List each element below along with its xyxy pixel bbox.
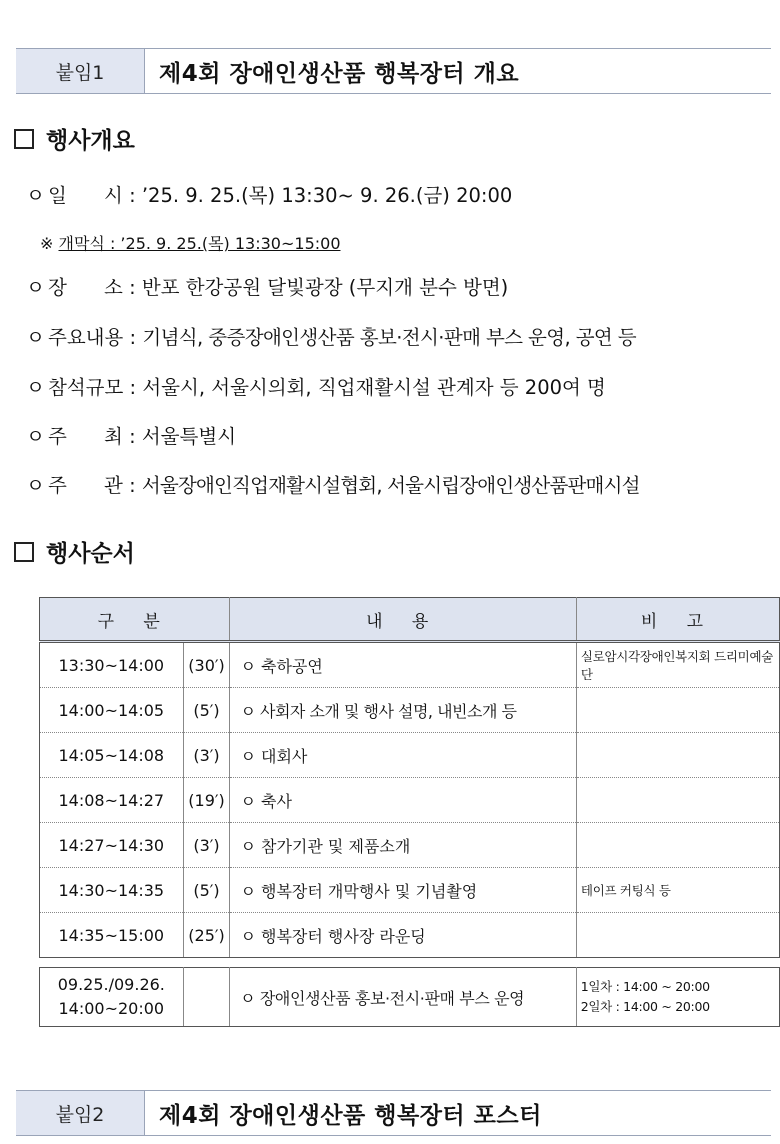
attachment2-title: 제4회 장애인생산품 행복장터 포스터 bbox=[159, 1102, 542, 1129]
booth-duration bbox=[183, 968, 230, 1027]
bullet-icon: ㅇ bbox=[26, 326, 45, 349]
booth-note-day2: 2일차 : 14:00 ~ 20:00 bbox=[580, 999, 710, 1014]
row-note: 실로암시각장애인복지회 드리미예술단 bbox=[576, 642, 779, 688]
attachment2-label: 붙임2 bbox=[16, 1091, 145, 1135]
table-row bbox=[40, 642, 780, 688]
overview-item-place bbox=[26, 272, 508, 300]
booth-date: 09.25./09.26. bbox=[57, 975, 165, 994]
row-note bbox=[576, 688, 779, 733]
row-content: ㅇ 참가기관 및 제품소개 bbox=[230, 823, 576, 868]
row-content: ㅇ 축하공연 bbox=[230, 642, 576, 688]
row-time: 14:08~14:27 bbox=[40, 778, 184, 823]
overview-value: 반포 한강공원 달빛광장 (무지개 분수 방면) bbox=[141, 276, 509, 299]
bullet-icon: ㅇ bbox=[26, 474, 45, 497]
attachment2-header bbox=[16, 1090, 771, 1136]
booth-time: 14:00~20:00 bbox=[58, 999, 165, 1018]
row-time: 14:27~14:30 bbox=[40, 823, 184, 868]
table-row bbox=[40, 913, 780, 958]
overview-value: 기념식, 중증장애인생산품 홍보·전시·판매 부스 운영, 공연 등 bbox=[142, 326, 637, 349]
section-order-title bbox=[14, 535, 135, 568]
booth-table bbox=[39, 967, 780, 1027]
overview-label: 주 관 : bbox=[48, 474, 142, 497]
section-order-text: 행사순서 bbox=[46, 541, 135, 567]
overview-item-organizer bbox=[26, 470, 640, 498]
overview-label: 참석규모 : bbox=[48, 376, 143, 399]
note-text: 개막식 : ’25. 9. 25.(목) 13:30~15:00 bbox=[58, 234, 341, 253]
overview-item-content bbox=[26, 322, 636, 350]
booth-content: ㅇ 장애인생산품 홍보·전시·판매 부스 운영 bbox=[230, 968, 577, 1027]
checkbox-icon bbox=[14, 129, 34, 149]
attachment1-label: 붙임1 bbox=[16, 49, 145, 93]
overview-value: 서울특별시 bbox=[141, 425, 237, 448]
schedule-table bbox=[39, 597, 780, 958]
row-note bbox=[576, 823, 779, 868]
booth-note bbox=[576, 968, 779, 1027]
row-note bbox=[576, 733, 779, 778]
attachment1-header bbox=[16, 48, 771, 94]
row-duration: (5′) bbox=[183, 688, 230, 733]
row-note: 테이프 커팅식 등 bbox=[576, 868, 779, 913]
overview-label: 주 최 : bbox=[48, 425, 142, 448]
checkbox-icon bbox=[14, 542, 34, 562]
row-content: ㅇ 대회사 bbox=[230, 733, 576, 778]
overview-item-attendance bbox=[26, 372, 606, 400]
table-row bbox=[40, 778, 780, 823]
row-content: ㅇ 사회자 소개 및 행사 설명, 내빈소개 등 bbox=[230, 688, 576, 733]
overview-item-host bbox=[26, 421, 236, 449]
table-row bbox=[40, 868, 780, 913]
table-row bbox=[40, 968, 780, 1027]
bullet-icon: ㅇ bbox=[26, 376, 45, 399]
row-duration: (25′) bbox=[183, 913, 230, 958]
row-duration: (19′) bbox=[183, 778, 230, 823]
overview-label: 일 시 : bbox=[48, 184, 142, 207]
row-duration: (5′) bbox=[183, 868, 230, 913]
row-duration: (3′) bbox=[183, 823, 230, 868]
bullet-icon: ㅇ bbox=[26, 184, 45, 207]
row-note bbox=[576, 913, 779, 958]
overview-label: 장 소 : bbox=[48, 276, 142, 299]
attachment1-title: 제4회 장애인생산품 행복장터 개요 bbox=[159, 60, 520, 87]
overview-label: 주요내용 : bbox=[48, 326, 143, 349]
row-note bbox=[576, 778, 779, 823]
table-row bbox=[40, 733, 780, 778]
row-time: 14:00~14:05 bbox=[40, 688, 184, 733]
row-time: 13:30~14:00 bbox=[40, 642, 184, 688]
booth-period bbox=[40, 968, 184, 1027]
section-overview-text: 행사개요 bbox=[46, 128, 135, 154]
table-row bbox=[40, 688, 780, 733]
section-overview-title bbox=[14, 122, 135, 155]
header-content: 내 용 bbox=[230, 598, 576, 642]
bullet-icon: ㅇ bbox=[26, 276, 45, 299]
schedule-header-row bbox=[40, 598, 780, 642]
header-remarks: 비 고 bbox=[576, 598, 779, 642]
row-duration: (30′) bbox=[183, 642, 230, 688]
row-time: 14:35~15:00 bbox=[40, 913, 184, 958]
row-content: ㅇ 행복장터 행사장 라운딩 bbox=[230, 913, 576, 958]
overview-value: 서울장애인직업재활시설협회, 서울시립장애인생산품판매시설 bbox=[141, 474, 640, 497]
row-time: 14:05~14:08 bbox=[40, 733, 184, 778]
row-content: ㅇ 축사 bbox=[230, 778, 576, 823]
row-duration: (3′) bbox=[183, 733, 230, 778]
row-time: 14:30~14:35 bbox=[40, 868, 184, 913]
bullet-icon: ㅇ bbox=[26, 425, 45, 448]
overview-value: 서울시, 서울시의회, 직업재활시설 관계자 등 200여 명 bbox=[142, 376, 606, 399]
header-division: 구 분 bbox=[40, 598, 230, 642]
table-row bbox=[40, 823, 780, 868]
row-content: ㅇ 행복장터 개막행사 및 기념촬영 bbox=[230, 868, 576, 913]
overview-item-date bbox=[26, 180, 512, 208]
opening-note bbox=[40, 231, 341, 254]
overview-value: ’25. 9. 25.(목) 13:30~ 9. 26.(금) 20:00 bbox=[141, 184, 513, 207]
note-mark: ※ bbox=[40, 234, 54, 253]
booth-note-day1: 1일차 : 14:00 ~ 20:00 bbox=[580, 979, 710, 994]
